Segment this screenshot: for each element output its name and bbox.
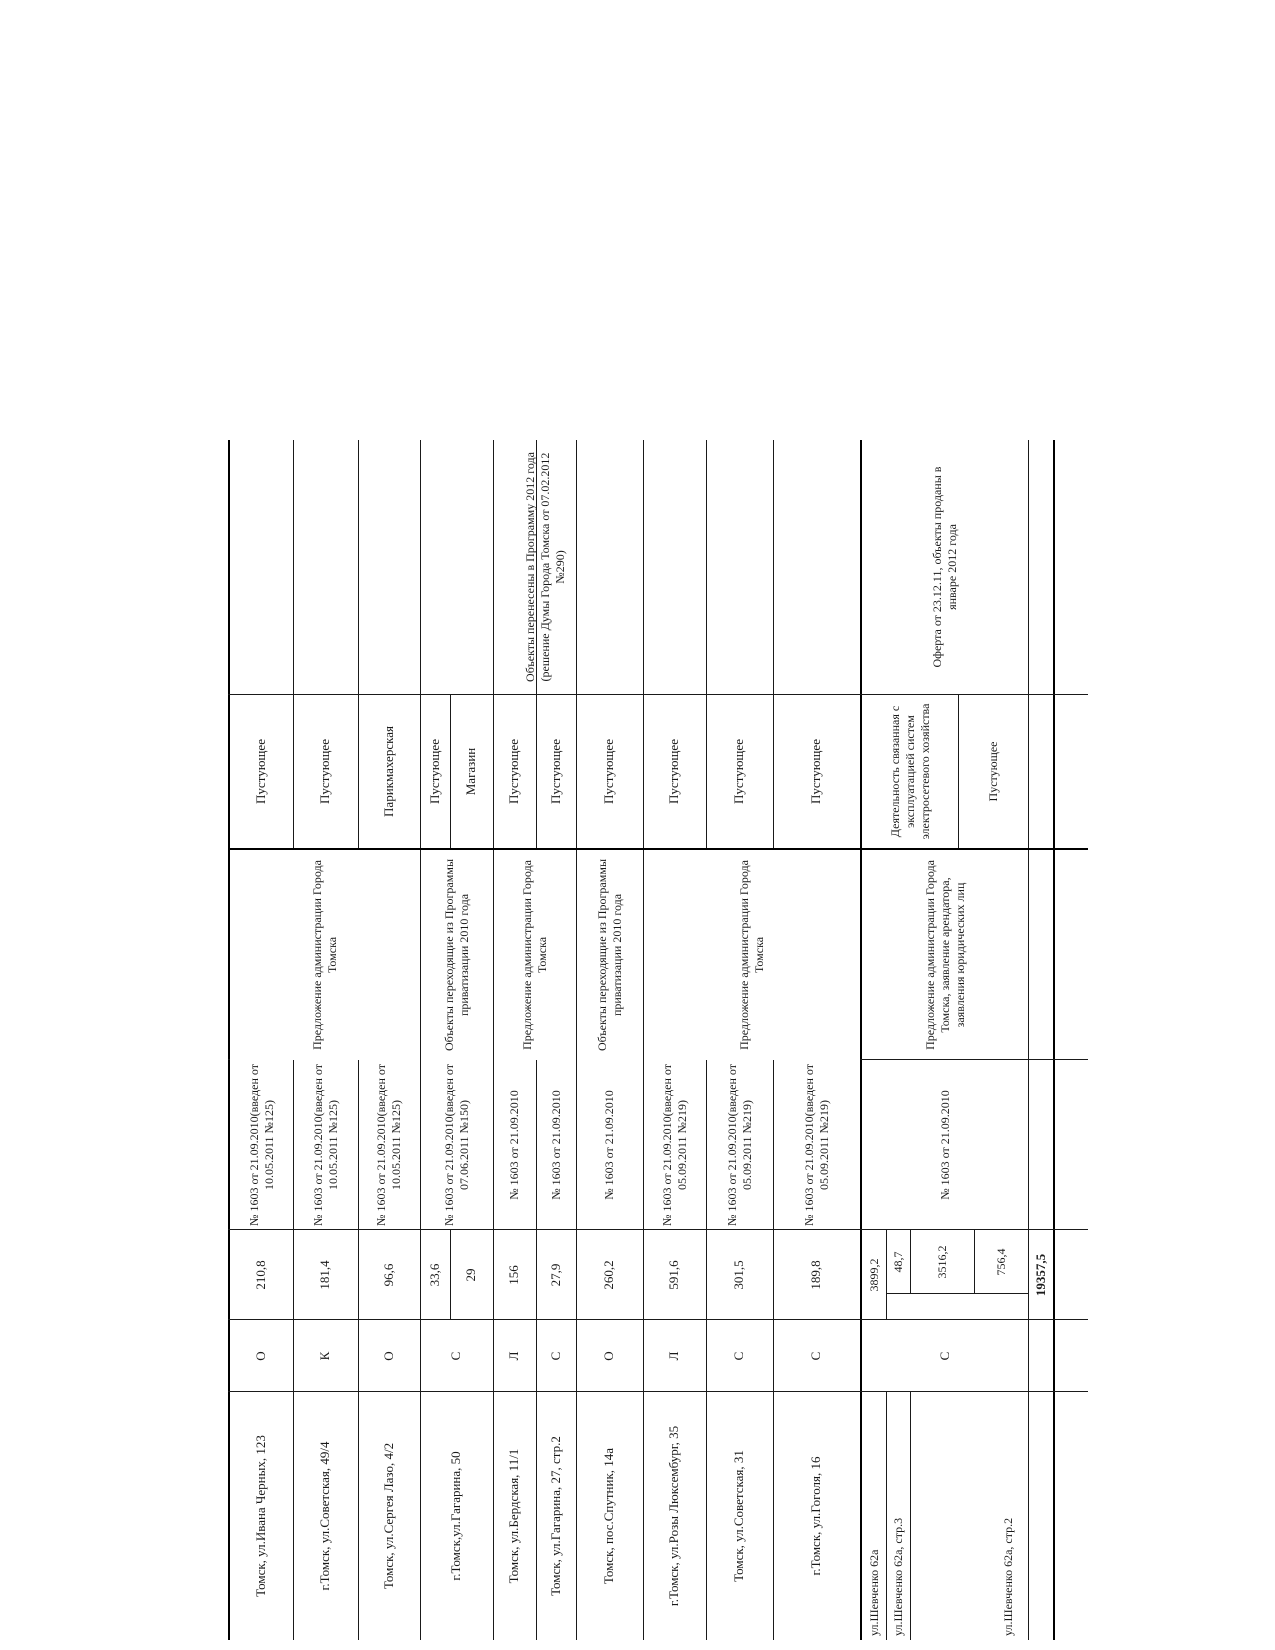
address-cell: Томск, ул.Бердская, 11/1 xyxy=(506,1448,522,1584)
group-basis-cell: Предложение администрации Города Томска, заявление арендатора, заявления юридических лиц xyxy=(922,860,967,1050)
basis-line xyxy=(576,850,577,1060)
basis-cell: Предложение администрации Города Томска xyxy=(644,850,860,1060)
basis-line xyxy=(643,850,644,1060)
type-cell: С xyxy=(731,1351,747,1361)
use-cell: Пустующее xyxy=(731,739,747,804)
area-cell: 301,5 xyxy=(731,1260,747,1290)
note-cell: Объекты перенесены в Программу 2012 года (решение Думы Города Томска от 07.02.2012 №290) xyxy=(522,452,567,682)
use-cell: Пустующее xyxy=(253,739,269,804)
address-cell: Томск, ул.Советская, 31 xyxy=(731,1450,747,1582)
type-cell: О xyxy=(380,1351,396,1361)
area-cell: 96,6 xyxy=(380,1263,396,1287)
use-cell: Пустующее xyxy=(506,739,522,804)
group-area-cell: 3516,2 xyxy=(934,1245,949,1279)
use-cell: Пустующее xyxy=(808,739,824,804)
total-area: 19357,5 xyxy=(1032,1253,1048,1297)
type-cell: О xyxy=(601,1351,617,1361)
rotated-privatization-table xyxy=(228,440,1088,1640)
address-cell: Томск, ул.Ивана Черных, 123 xyxy=(253,1435,269,1597)
use-cell: Пустующее xyxy=(426,739,442,804)
area-cell: 181,4 xyxy=(317,1260,333,1290)
area-cell: 210,8 xyxy=(253,1260,269,1290)
group-type-cell: С xyxy=(936,1351,952,1361)
decision-cell: № 1603 от 21.09.2010(введен от 10.05.2011 №125) xyxy=(310,1064,340,1226)
address-cell: Томск, ул.Сергея Лазо, 4/2 xyxy=(380,1442,396,1590)
area-cell: 27,9 xyxy=(547,1263,563,1287)
type-cell: К xyxy=(317,1351,333,1361)
area-cell: 260,2 xyxy=(601,1260,617,1290)
group-area-cell: 3899,2 xyxy=(866,1258,881,1292)
use-cell: Пустующее xyxy=(317,739,333,804)
address-cell: г.Томск, ул.Гоголя, 16 xyxy=(808,1456,824,1576)
basis-line xyxy=(493,850,494,1060)
use-cell: Пустующее xyxy=(547,739,563,804)
area-cell: 189,8 xyxy=(808,1260,824,1290)
type-cell: О xyxy=(253,1351,269,1361)
address-cell: г.Томск,ул.Гагарина, 50 xyxy=(448,1451,464,1581)
area-cell: 591,6 xyxy=(666,1260,682,1290)
group-use-cell: Деятельность связанная с эксплуатацией систем электросетевого хозяйства xyxy=(887,703,932,840)
area-cell: 29 xyxy=(463,1268,479,1282)
group-area-cell: 48,7 xyxy=(890,1251,905,1273)
decision-cell: № 1603 от 21.09.2010(введен от 05.09.2011 №219) xyxy=(724,1064,754,1226)
decision-cell: № 1603 от 21.09.2010 xyxy=(602,1090,616,1200)
basis-line xyxy=(420,850,421,1060)
group-decision-cell: № 1603 от 21.09.2010 xyxy=(937,1090,952,1200)
type-cell: Л xyxy=(506,1351,522,1361)
type-cell: С xyxy=(547,1351,563,1361)
area-cell: 156 xyxy=(506,1265,522,1285)
type-cell: Л xyxy=(666,1351,682,1361)
address-cell: г.Томск, ул.Советская, 49/4 xyxy=(317,1441,333,1591)
col-line-11 xyxy=(1028,440,1029,1640)
decision-cell: № 1603 от 21.09.2010(введен от 05.09.2011 №219) xyxy=(659,1064,689,1226)
decision-cell: № 1603 от 21.09.2010 xyxy=(507,1090,521,1200)
group-area-cell: 756,4 xyxy=(993,1248,1008,1276)
address-cell: Томск, ул.Гагарина, 27, стр.2 xyxy=(547,1436,563,1596)
address-cell: г.Томск, ул.Розы Люксембург, 35 xyxy=(666,1425,682,1607)
group-address-cell: ул.Шевченко 62а, стр.2 xyxy=(1000,1517,1015,1636)
basis-cell: Объекты переходящие из Программы приватизации 2010 года xyxy=(577,850,643,1060)
decision-cell: № 1603 от 21.09.2010(введен от 10.05.2011 №125) xyxy=(374,1064,403,1226)
use-cell: Пустующее xyxy=(666,739,682,804)
use-cell: Пустующее xyxy=(601,739,617,804)
decision-cell: № 1603 от 21.09.2010(введен от 07.06.2011 №150) xyxy=(441,1064,471,1226)
group-sub-line xyxy=(910,1392,911,1640)
basis-cell: Предложение администрации Города Томска xyxy=(494,850,576,1060)
basis-cell: Предложение администрации Города Томска xyxy=(230,850,420,1060)
decision-cell: № 1603 от 21.09.2010(введен от 05.09.2011 №219) xyxy=(801,1064,831,1226)
group-note-cell: Оферта от 23.12.11, объекты проданы в январе 2012 года xyxy=(930,466,959,668)
use-cell: Магазин xyxy=(463,747,479,796)
group-address-cell: ул.Шевченко 62а, стр.3 xyxy=(890,1517,905,1636)
group-use-cell: Пустующее xyxy=(985,741,1000,802)
table-border-bottom xyxy=(1053,440,1055,1640)
address-cell: Томск, пос.Спутник, 14а xyxy=(601,1447,617,1585)
basis-cell: Объекты переходящие из Программы приватизации 2010 года xyxy=(421,850,493,1060)
type-cell: С xyxy=(448,1351,464,1361)
group-address-cell: ул.Шевченко 62а xyxy=(866,1549,881,1636)
decision-cell: № 1603 от 21.09.2010(введен от 10.05.2011 №125) xyxy=(246,1064,276,1226)
area-cell: 33,6 xyxy=(426,1263,442,1287)
decision-cell: № 1603 от 21.09.2010 xyxy=(548,1090,563,1200)
type-cell: С xyxy=(808,1351,824,1361)
use-cell: Парикмахерская xyxy=(380,726,396,817)
